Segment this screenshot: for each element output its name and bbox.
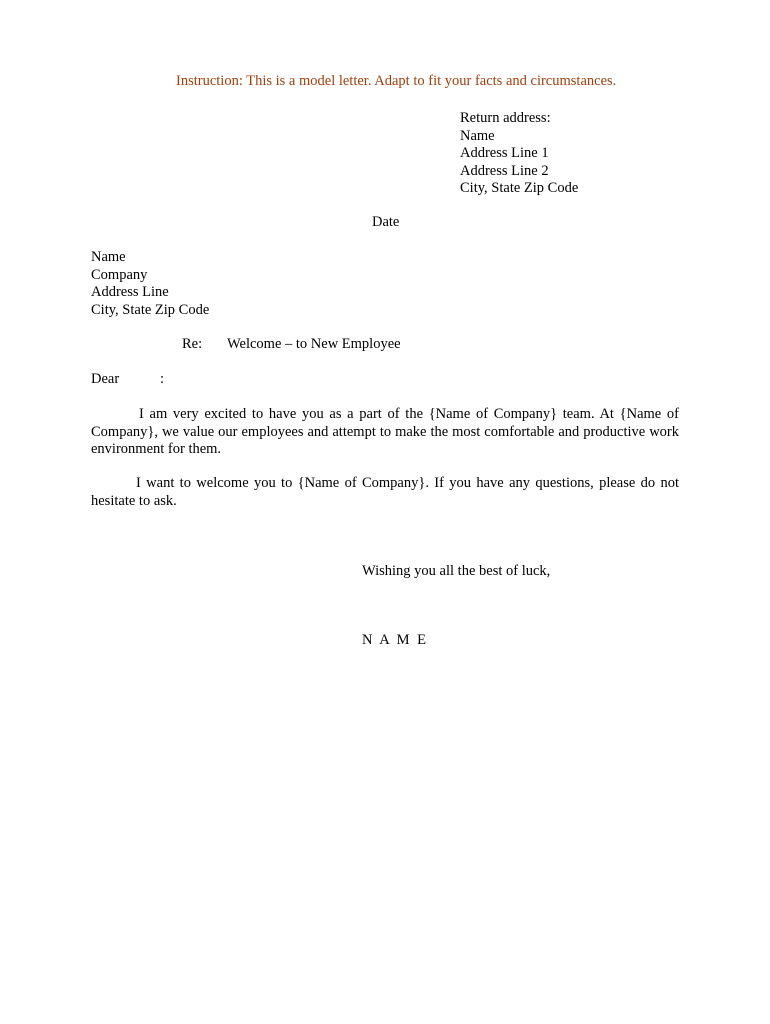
- return-address-name: Name: [460, 127, 495, 144]
- recipient-company: Company: [91, 266, 148, 283]
- body-paragraph-2-text: I want to welcome you to {Name of Company}. If you have any questions, please do not hesitate to ask.: [91, 475, 679, 509]
- return-address-line-2: Address Line 2: [460, 162, 549, 179]
- return-address-heading: Return address:: [460, 110, 551, 126]
- salutation: [91, 371, 165, 389]
- salutation-colon: :: [160, 371, 165, 387]
- return-address-block: [460, 110, 578, 198]
- instruction-note: Instruction: This is a model letter. Adapt to fit your facts and circumstances.: [176, 73, 617, 89]
- recipient-address-block: [91, 249, 209, 319]
- letter-date: Date: [372, 214, 400, 230]
- subject-text: Welcome – to New Employee: [227, 336, 401, 352]
- subject-line: [182, 336, 401, 354]
- recipient-name: Name: [91, 249, 126, 265]
- closing-line: Wishing you all the best of luck,: [362, 563, 551, 579]
- return-address-city-state-zip: City, State Zip Code: [460, 180, 579, 196]
- return-address-line-1: Address Line 1: [460, 145, 549, 161]
- body-paragraph-1: [91, 406, 679, 459]
- recipient-address-line: Address Line: [91, 284, 169, 300]
- signature-name: N A M E: [362, 632, 428, 648]
- subject-label: Re:: [182, 336, 203, 352]
- body-paragraph-1-text: I am very excited to have you as a part of the {Name of Company} team. At {Name of Company}, we value our employees and attempt to make the most comfortable and productive work environment for them.: [91, 406, 679, 457]
- body-paragraph-2: [91, 475, 679, 510]
- recipient-city-state-zip: City, State Zip Code: [91, 301, 210, 318]
- salutation-word: Dear: [91, 371, 120, 387]
